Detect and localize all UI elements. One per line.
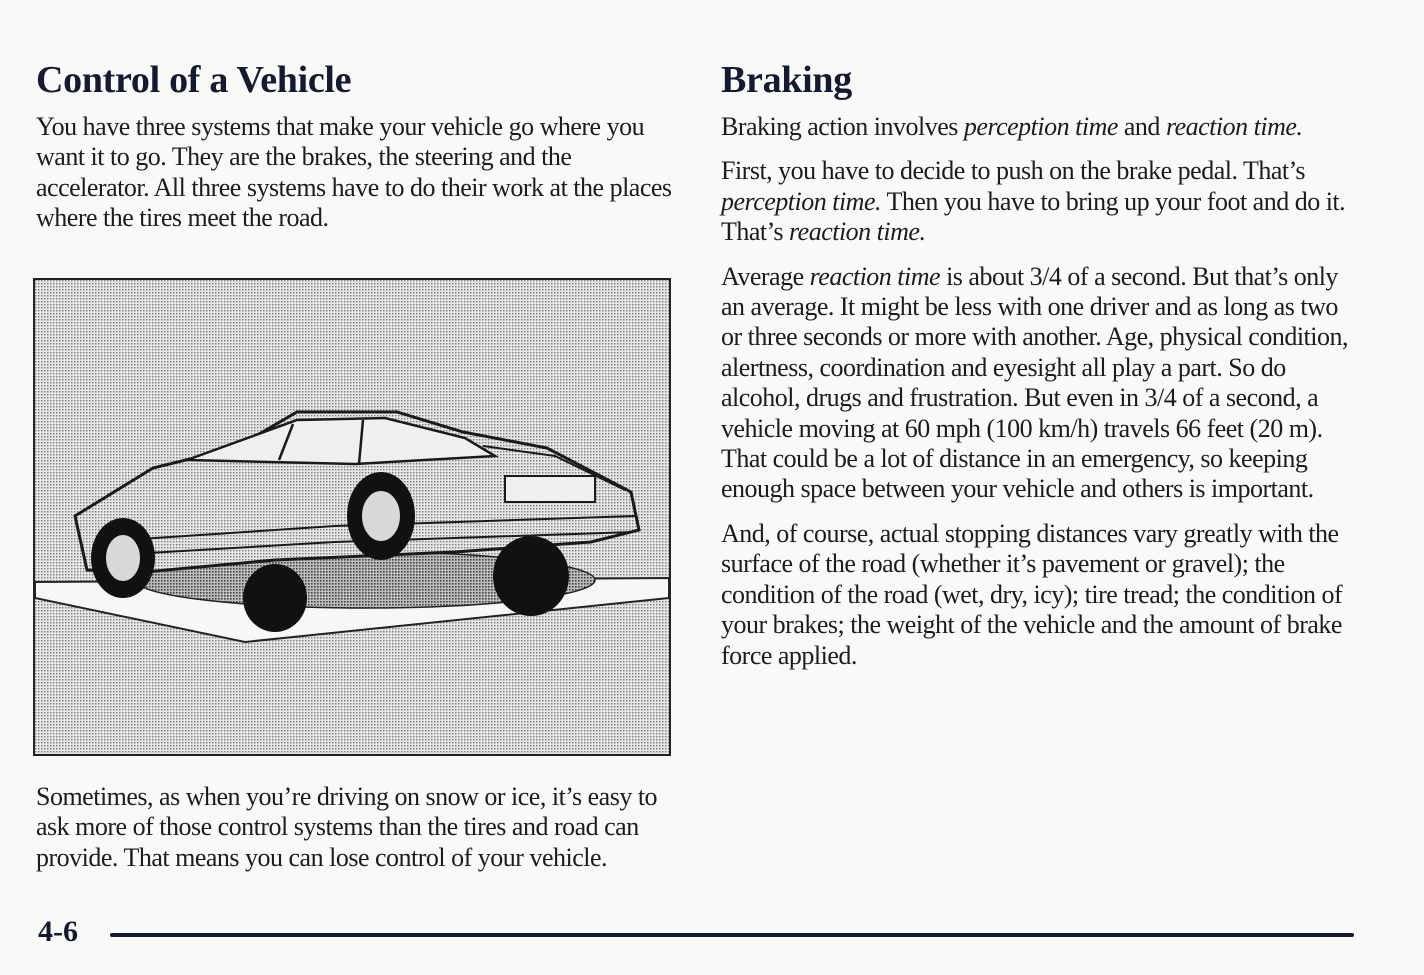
footer-rule (110, 933, 1354, 937)
p1-reaction-time: reaction time. (1165, 112, 1303, 141)
p1-text-c: and (1117, 112, 1166, 141)
p3-reaction-time: reaction time (809, 261, 941, 291)
p1-perception-time: perception time (963, 112, 1118, 141)
braking-paragraph-1 (721, 112, 1361, 142)
left-column (36, 58, 676, 247)
p1-text-a: Braking action involves (721, 112, 964, 141)
page-footer (38, 915, 1358, 955)
braking-paragraph-4: And, of course, actual stopping distances vary greatly with the surface of the road (whether it’s pavement or gravel); the condition of the road (wet, dry, icy); tire tread; the condition of your brakes; the weight of the vehicle and the amount of brake force applied. (721, 518, 1343, 670)
rear-wheel (347, 472, 415, 560)
p2-perception-time: perception time. (721, 186, 881, 216)
vehicle-illustration (33, 278, 671, 756)
front-wheel (91, 518, 155, 598)
page-number: 4-6 (38, 915, 78, 948)
p3-text-a: Average (721, 261, 810, 291)
front-wheel-lower (243, 564, 307, 632)
right-column (721, 58, 1361, 685)
p2-reaction-time: reaction time. (789, 217, 926, 247)
control-intro-paragraph: You have three systems that make your vehicle go where you want it to go. They are the brakes, the steering and the accelerator. All three systems have to do their work at the places where the tires meet the road. (36, 112, 672, 233)
illustration-caption (36, 782, 676, 886)
p3-text-c: is about 3/4 of a second. But that’s only an average. It might be less with one driver and as long as two or three seconds or more with another. Age, physical condition, alertness, coordination and eyesight all play a part. So do alcohol, drugs and frustration. But even in 3/4 of a second, a vehicle moving at 60 mph (100 km/h) travels 66 feet (20 m). That could be a lot of distance in an emergency, so keeping enough space between your vehicle and others is important. (721, 261, 1349, 504)
rear-wheel-lower (493, 536, 569, 616)
section-title-control: Control of a Vehicle (36, 59, 352, 101)
braking-paragraph-2 (721, 156, 1361, 247)
braking-paragraph-3 (721, 262, 1361, 505)
p2-text-a: First, you have to decide to push on the brake pedal. That’s (721, 156, 1305, 186)
p2-text-c: Then you have to bring up your foot and do it. That’s (721, 186, 1346, 247)
section-title-braking: Braking (721, 59, 852, 101)
caption-paragraph: Sometimes, as when you’re driving on snow or ice, it’s easy to ask more of those control systems than the tires and road can provide. That means you can lose control of your vehicle. (36, 782, 658, 872)
